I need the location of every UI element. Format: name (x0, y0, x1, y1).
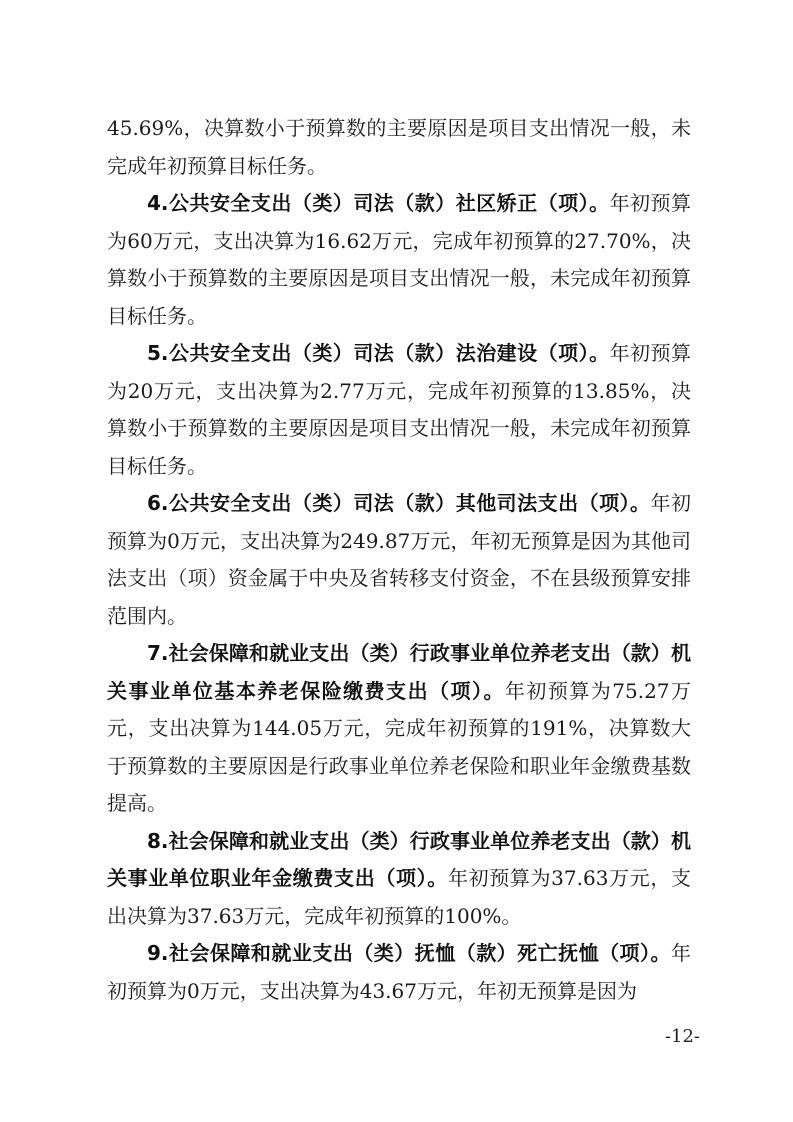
paragraph-item-4 (107, 185, 691, 335)
paragraph-heading: 6.公共安全支出（类）司法（款）其他司法支出（项）。 (147, 491, 651, 515)
paragraph-item-8 (107, 823, 691, 936)
paragraph-item-5 (107, 335, 691, 485)
paragraph-heading: 8.社会保障和就业支出（类）行政事业单位养老支出（款）机关事业单位职业年金缴费支出（项）。 (107, 828, 691, 890)
paragraph-text: 年初预算为0万元，支出决算为43.67万元，年初无预算是因为 (107, 941, 691, 1003)
paragraph-text: 年初预算为75.27万元，支出决算为144.05万元，完成年初预算的191%，决算数大于预算数的主要原因是行政事业单位养老保险和职业年金缴费基数提高。 (107, 678, 691, 815)
paragraph-text: 年初预算为37.63万元，支出决算为37.63万元，完成年初预算的100%。 (107, 866, 692, 928)
paragraph-heading: 5.公共安全支出（类）司法（款）法治建设（项）。 (147, 341, 610, 365)
paragraph-item-7 (107, 635, 691, 823)
paragraph-text: 45.69%，决算数小于预算数的主要原因是项目支出情况一般，未完成年初预算目标任务。 (107, 116, 691, 178)
paragraph-heading: 7.社会保障和就业支出（类）行政事业单位养老支出（款）机关事业单位基本养老保险缴费支出（项）。 (107, 641, 691, 703)
paragraph-item-6 (107, 485, 691, 635)
page-number: -12- (664, 1026, 700, 1047)
paragraph-text: 年初预算为20万元，支出决算为2.77万元，完成年初预算的13.85%，决算数小于预算数的主要原因是项目支出情况一般，未完成年初预算目标任务。 (107, 341, 692, 478)
paragraph-continued (107, 110, 691, 185)
paragraph-text: 年初预算为0万元，支出决算为249.87万元，年初无预算是因为其他司法支出（项）资金属于中央及省转移支付资金，不在县级预算安排范围内。 (107, 491, 692, 628)
paragraph-text: 年初预算为60万元，支出决算为16.62万元，完成年初预算的27.70%，决算数小于预算数的主要原因是项目支出情况一般，未完成年初预算目标任务。 (107, 191, 692, 328)
paragraph-heading: 4.公共安全支出（类）司法（款）社区矫正（项）。 (147, 191, 610, 215)
paragraph-heading: 9.社会保障和就业支出（类）抚恤（款）死亡抚恤（项）。 (147, 941, 671, 965)
body-text (107, 110, 691, 1010)
paragraph-item-9 (107, 935, 691, 1010)
